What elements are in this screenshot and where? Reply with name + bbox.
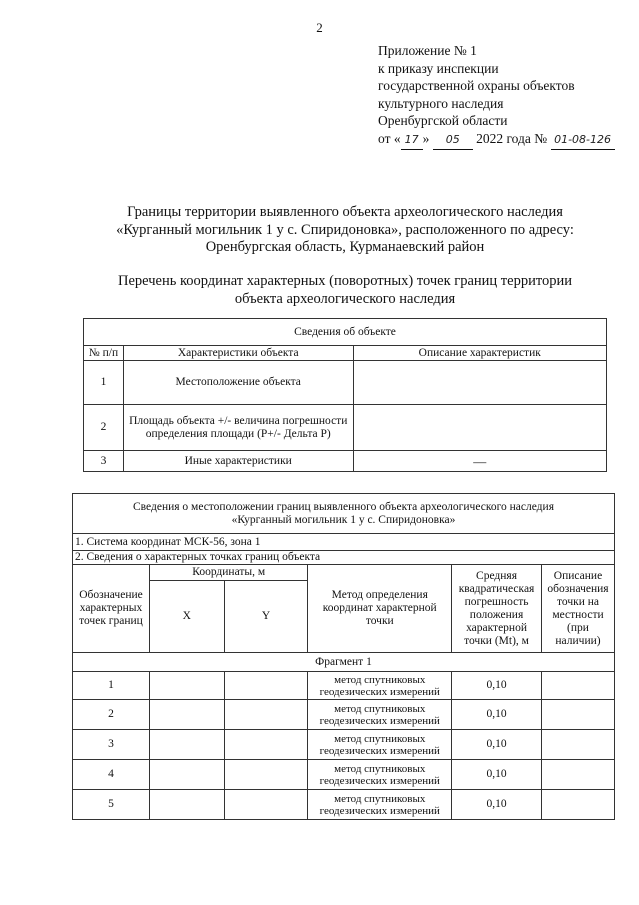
- object-info-table: [83, 318, 607, 472]
- point-number: 2: [73, 700, 150, 730]
- row-characteristic: Местоположение объекта: [123, 361, 353, 405]
- subtitle-line: Перечень координат характерных (поворотных) точек границ территории: [117, 273, 573, 289]
- title-line: Границы территории выявленного объекта археологического наследия: [127, 204, 563, 220]
- table-row: [73, 760, 615, 790]
- coordinate-system: 1. Система координат МСК-56, зона 1: [73, 534, 615, 551]
- col-error-header: Средняя квадратическая погрешность положения характерной точки (Mt), м: [452, 565, 542, 653]
- table1-header: Сведения об объекте: [84, 319, 607, 346]
- point-y: [224, 672, 308, 700]
- appendix-line: государственной охраны объектов: [378, 78, 575, 94]
- point-method: метод спутниковых геодезических измерений: [308, 760, 452, 790]
- table2-header-line: «Курганный могильник 1 у с. Спиридоновка»: [231, 513, 456, 526]
- row-description: —: [353, 451, 607, 472]
- point-method: метод спутниковых геодезических измерений: [308, 672, 452, 700]
- point-y: [224, 760, 308, 790]
- point-method: метод спутниковых геодезических измерений: [308, 730, 452, 760]
- table-row: [73, 730, 615, 760]
- col-num-header: № п/п: [84, 346, 124, 361]
- point-error: 0,10: [452, 730, 542, 760]
- row-description: [353, 361, 607, 405]
- point-x: [149, 700, 224, 730]
- point-number: 1: [73, 672, 150, 700]
- point-x: [149, 730, 224, 760]
- document-title: [60, 204, 630, 257]
- row-number: 2: [84, 405, 124, 451]
- col-x-header: X: [149, 581, 224, 653]
- point-number: 3: [73, 730, 150, 760]
- col-designation-header: Обозначение характерных точек границ: [73, 565, 150, 653]
- boundary-points-table: [72, 493, 615, 820]
- date-prefix: от «: [378, 130, 401, 146]
- row-characteristic: Иные характеристики: [123, 451, 353, 472]
- document-subtitle: [60, 273, 630, 308]
- point-desc: [542, 730, 615, 760]
- appendix-line: Оренбургской области: [378, 113, 508, 129]
- point-method: метод спутниковых геодезических измерений: [308, 700, 452, 730]
- appendix-date-line: [378, 130, 615, 150]
- point-y: [224, 790, 308, 820]
- point-error: 0,10: [452, 672, 542, 700]
- col-y-header: Y: [224, 581, 308, 653]
- point-desc: [542, 700, 615, 730]
- point-error: 0,10: [452, 760, 542, 790]
- title-line: Оренбургская область, Курманаевский район: [205, 239, 485, 255]
- row-number: 3: [84, 451, 124, 472]
- point-error: 0,10: [452, 700, 542, 730]
- col-desc-header: Описание характеристик: [353, 346, 607, 361]
- date-mid: »: [422, 130, 430, 146]
- row-description: [353, 405, 607, 451]
- col-desc-header: Описание обозначения точки на местности (при наличии): [542, 565, 615, 653]
- title-line: «Курганный могильник 1 у с. Спиридоновка», расположенного по адресу:: [116, 221, 574, 238]
- row-number: 1: [84, 361, 124, 405]
- col-char-header: Характеристики объекта: [123, 346, 353, 361]
- point-y: [224, 730, 308, 760]
- table-row: [73, 700, 615, 730]
- point-desc: [542, 672, 615, 700]
- date-day: 17: [401, 131, 423, 150]
- page-number: 2: [316, 20, 323, 35]
- table2-header: [73, 494, 615, 534]
- point-desc: [542, 760, 615, 790]
- table-row: [73, 672, 615, 700]
- point-y: [224, 700, 308, 730]
- fragment-label: Фрагмент 1: [73, 653, 615, 672]
- appendix-line: культурного наследия: [378, 95, 504, 111]
- point-x: [149, 790, 224, 820]
- point-number: 5: [73, 790, 150, 820]
- appendix-line: к приказу инспекции: [378, 60, 499, 76]
- order-number: 01-08-126: [551, 131, 615, 150]
- point-method: метод спутниковых геодезических измерений: [308, 790, 452, 820]
- col-coords-header: Координаты, м: [149, 565, 308, 581]
- row-characteristic: Площадь объекта +/- величина погрешности определения площади (P+/- Дельта P): [123, 405, 353, 451]
- point-error: 0,10: [452, 790, 542, 820]
- point-x: [149, 760, 224, 790]
- date-month: 05: [433, 131, 473, 150]
- point-desc: [542, 790, 615, 820]
- table2-header-line: Сведения о местоположении границ выявленного объекта археологического наследия: [133, 500, 554, 513]
- subtitle-line: объекта археологического наследия: [234, 290, 456, 307]
- col-method-header: Метод определения координат характерной точки: [308, 565, 452, 653]
- appendix-line: Приложение № 1: [378, 43, 477, 58]
- point-x: [149, 672, 224, 700]
- point-number: 4: [73, 760, 150, 790]
- points-info: 2. Сведения о характерных точках границ объекта: [73, 551, 615, 565]
- table-row: [73, 790, 615, 820]
- appendix-block: [378, 42, 615, 150]
- date-year: 2022 года №: [476, 130, 548, 146]
